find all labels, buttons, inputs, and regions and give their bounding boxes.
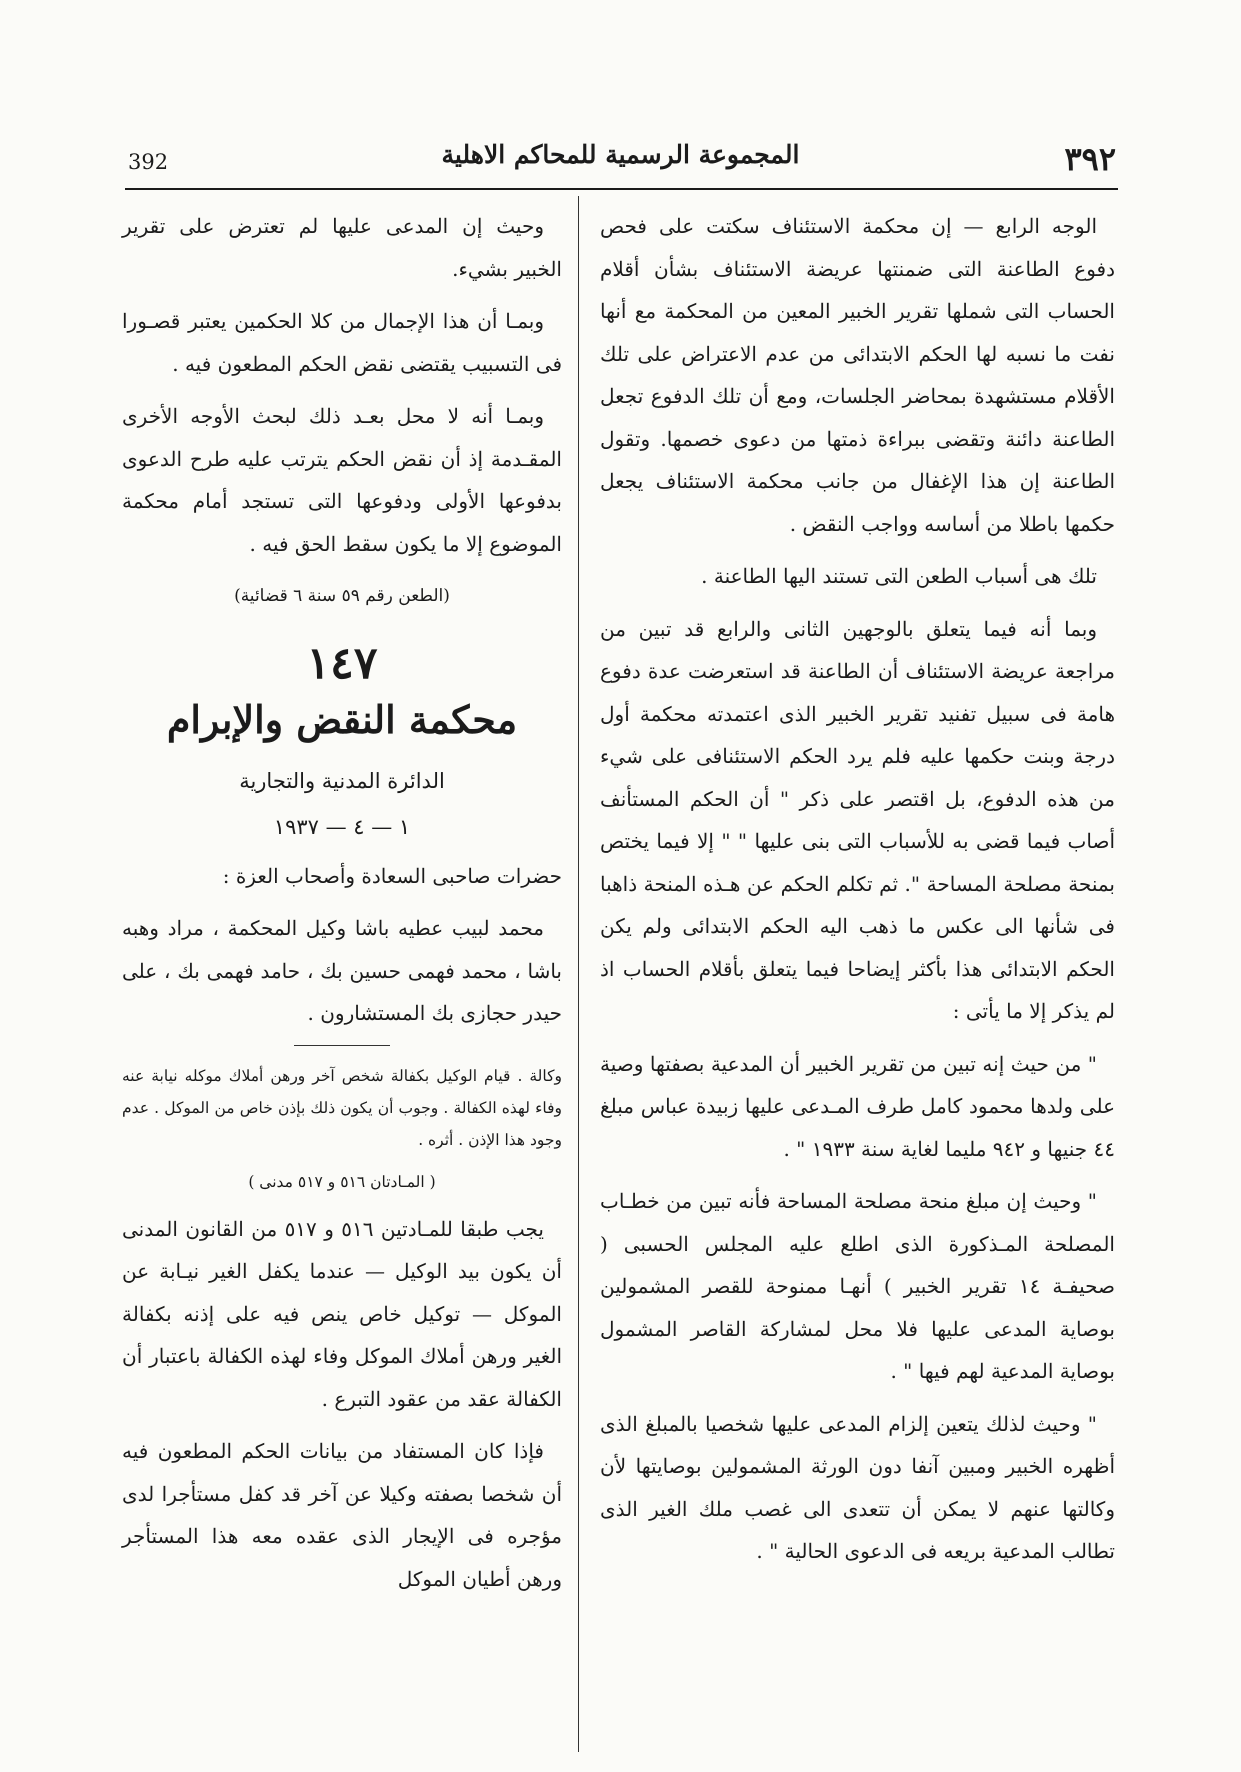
case-number: ١٤٧ bbox=[306, 637, 378, 689]
column-divider bbox=[578, 196, 579, 1752]
court-name: محكمة النقض والإبرام bbox=[166, 696, 518, 742]
paragraph: وحيث إن المدعى عليها لم تعترض على تقرير الخبير بشيء. bbox=[122, 214, 562, 281]
short-rule bbox=[294, 1045, 390, 1046]
paragraph: وبمـا أنه لا محل بعـد ذلك لبحث الأوجه الأخرى المقـدمة إذ أن نقض الحكم يترتب عليه طرح الدعوى بدفوعها الأولى ودفوعها التى تستجد أمام محكمة الموضوع إلا ما يكون سقط الحق فيه . bbox=[122, 404, 562, 556]
paragraph: الوجه الرابع — إن محكمة الاستئناف سكتت على فحص دفوع الطاعنة التى ضمنتها عريضة الاستئناف بشأن أقلام الحساب التى شملها تقرير الخبير المعين من المحكمة مع أنها نفت ما نسبه لها الحكم الابتدائى من عدم الاعتراض على تلك الأقلام مستشهدة بمحاضر الجلسات، ومع أن تلك الدفوع تجعل الطاعنة دائنة وتقضى ببراءة ذمتها من دعوى خصمها. وتقول الطاعنة إن هذا الإغفال من جانب محكمة الاستئناف يجعل حكمها باطلا من أساسه وواجب النقض . bbox=[600, 214, 1115, 536]
paragraph: فإذا كان المستفاد من بيانات الحكم المطعون فيه أن شخصا بصفته وكيلا عن آخر قد كفل مستأجرا لدى مؤجره فى الإيجار الذى عقده معه هذا المستأجر ورهن أطيان الموكل bbox=[122, 1439, 562, 1591]
page-number-arabic: ٣٩٢ bbox=[1064, 140, 1116, 178]
circuit-name: الدائرة المدنية والتجارية bbox=[239, 768, 445, 793]
citation: (الطعن رقم ٥٩ سنة ٦ قضائية) bbox=[234, 586, 450, 606]
page-number-latin: 392 bbox=[128, 150, 169, 174]
page-title: المجموعة الرسمية للمحاكم الاهلية bbox=[441, 140, 800, 169]
judgment-date: ١ — ٤ — ١٩٣٧ bbox=[273, 815, 411, 839]
presence-line: حضرات صاحبى السعادة وأصحاب العزة : bbox=[222, 863, 562, 888]
paragraph: يجب طبقا للمـادتين ٥١٦ و ٥١٧ من القانون المدنى أن يكون بيد الوكيل — عندما يكفل الغير نيـابة عن الموكل — توكيل خاص ينص فيه على إذنه بكفالة الغير ورهن أملاك الموكل وفاء لهذه الكفالة باعتبار أن الكفالة عقد من عقود التبرع . bbox=[122, 1216, 562, 1411]
left-column bbox=[122, 205, 562, 1610]
headnote: وكالة . قيام الوكيل بكفالة شخص آخر ورهن أملاك موكله نيابة عنه وفاء لهذه الكفالة . وجوب أن يكون ذلك بإذن خاص من الموكل . عدم وجود هذا الإذن . أثره . bbox=[122, 1066, 562, 1149]
right-column bbox=[600, 205, 1115, 1583]
judges-list: محمد لبيب عطيه باشا وكيل المحكمة ، مراد وهبه باشا ، محمد فهمى حسين بك ، حامد فهمى بك ، على حيدر حجازى بك المستشارون . bbox=[122, 916, 562, 1025]
quoted-paragraph: " وحيث إن مبلغ منحة مصلحة المساحة فأنه تبين من خطـاب المصلحة المـذكورة الذى اطلع عليه المجلس الحسبى ( صحيفـة ١٤ تقرير الخبير ) أنهـا ممنوحة للقصر المشمولين بوصاية المدعى عليها فلا محل لمشاركة القاصر المشمول بوصاية المدعية لهم فيها " . bbox=[600, 1189, 1116, 1383]
header-rule bbox=[125, 188, 1118, 190]
quoted-paragraph: " وحيث لذلك يتعين إلزام المدعى عليها شخصيا بالمبلغ الذى أظهره الخبير ومبين آنفا دون الورثة المشمولين بوصايتها لأن وكالتها عنهم لا يمكن أن تتعدى الى غصب ملك الغير الذى تطالب المدعية بريعه فى الدعوى الحالية " . bbox=[600, 1411, 1115, 1563]
articles-reference: ( المـادتان ٥١٦ و ٥١٧ مدنى ) bbox=[248, 1172, 436, 1191]
paragraph: تلك هى أسباب الطعن التى تستند اليها الطاعنة . bbox=[701, 564, 1097, 588]
quoted-paragraph: " من حيث إنه تبين من تقرير الخبير أن المدعية بصفتها وصية على ولدها محمود كامل طرف المـدعى عليها زبيدة عباس مبلغ ٤٤ جنيها و ٩٤٢ مليما لغاية سنة ١٩٣٣ " . bbox=[600, 1051, 1115, 1161]
paragraph: وبما أنه فيما يتعلق بالوجهين الثانى والرابع قد تبين من مراجعة عريضة الاستئناف أن الطاعنة قد استعرضت عدة دفوع هامة فى سبيل تفنيد تقرير الخبير الذى اعتمدته محكمة أول درجة وبنت حكمها عليه فلم يرد الحكم الاستئنافى على شيء من هذه الدفوع، بل اقتصر على ذكر " أن الحكم المستأنف أصاب فيما قضى به للأسباب التى بنى عليها " " إلا فيما يختص بمنحة مصلحة المساحة ". ثم تكلم الحكم عن هـذه المنحة ذاهبا فى شأنها الى عكس ما ذهب اليه الحكم الابتدائى ولم يكن الحكم الابتدائى هذا بأكثر إيضاحا فيما يتعلق بأقلام الحساب اذ لم يذكر إلا ما يأتى : bbox=[600, 616, 1116, 1023]
paragraph: وبمـا أن هذا الإجمال من كلا الحكمين يعتبر قصـورا فى التسبيب يقتضى نقض الحكم المطعون فيه . bbox=[122, 309, 562, 376]
